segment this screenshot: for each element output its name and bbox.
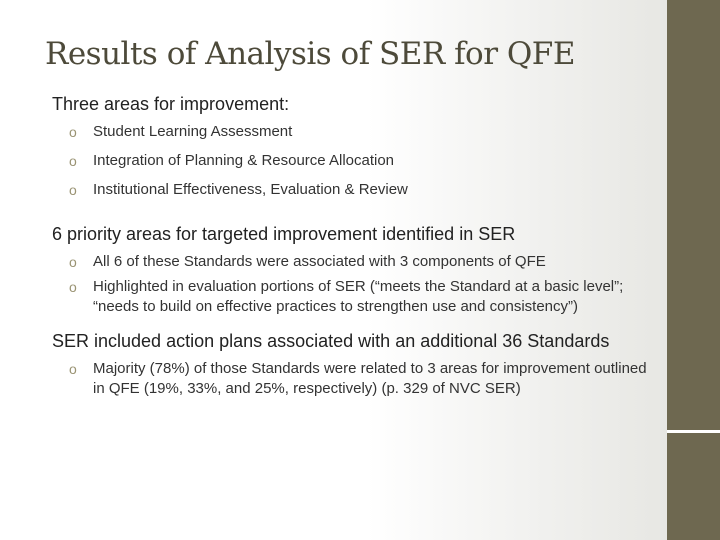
list-item-text: Institutional Effectiveness, Evaluation & Review [93,181,408,198]
section-heading: Three areas for improvement: [52,94,290,114]
circle-bullet-icon: o [69,153,77,169]
sidebar-accent-bottom [667,433,720,540]
slide-content [52,92,652,408]
section-heading: 6 priority areas for targeted improvement identified in SER [52,224,516,244]
circle-bullet-icon: o [69,124,77,140]
section-areas-for-improvement [52,92,652,200]
list-item [52,151,652,171]
list-item-text: Integration of Planning & Resource Allocation [93,152,395,169]
circle-bullet-icon: o [69,254,77,270]
circle-bullet-icon: o [69,182,77,198]
list-item-text: Highlighted in evaluation portions of SER (“meets the Standard at a basic level”; “needs to build on effective practices to strengthen use and consistency”) [93,278,624,315]
bullet-list [52,122,652,200]
bullet-list [52,359,652,399]
list-item-text: Majority (78%) of those Standards were related to 3 areas for improvement outlined in QFE (19%, 33%, and 25%, respectively) (p. 329 of NVC SER) [93,360,647,397]
slide-title: Results of Analysis of SER for QFE [45,36,575,72]
list-item [52,122,652,142]
section-heading: SER included action plans associated with an additional 36 Standards [52,331,610,351]
list-item [52,180,652,200]
list-item-text: All 6 of these Standards were associated with 3 components of QFE [93,253,546,270]
bullet-list [52,252,652,317]
circle-bullet-icon: o [69,361,77,377]
list-item [52,359,652,399]
list-item-text: Student Learning Assessment [93,123,293,140]
list-item [52,277,652,317]
section-priority-areas [52,222,652,317]
list-item [52,252,652,272]
section-action-plans [52,329,652,399]
circle-bullet-icon: o [69,279,77,295]
sidebar-accent-top [667,0,720,430]
